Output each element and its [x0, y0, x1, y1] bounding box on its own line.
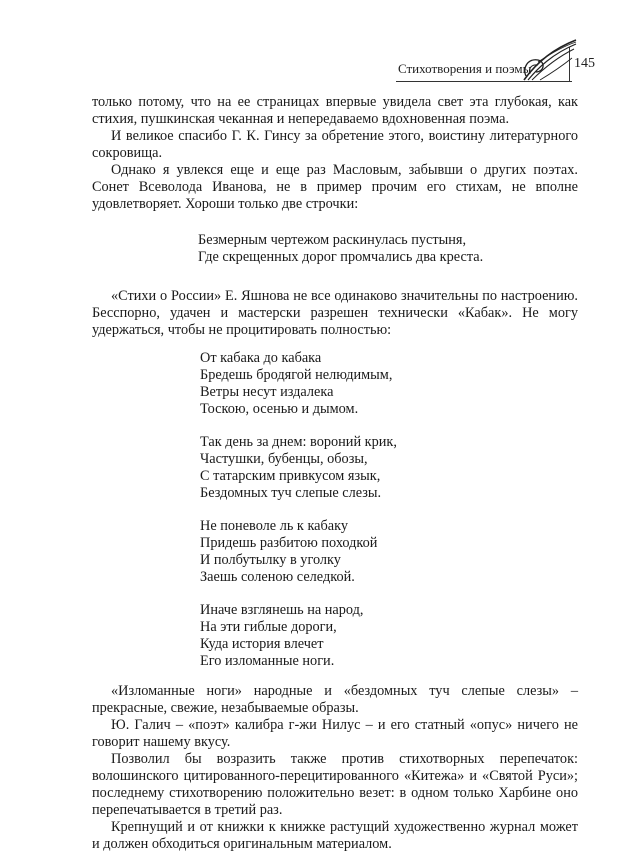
verse-line: Куда история влечет [200, 636, 324, 652]
page-body [92, 94, 578, 853]
verse-line: На эти гиблые дороги, [200, 619, 337, 635]
paragraph: И великое спасибо Г. К. Гинсу за обретение этого, воистину литературного сокровища. [92, 128, 578, 161]
verse-line: Бездомных туч слепые слезы. [200, 485, 382, 501]
verse-line: И полбутылку в уголку [200, 552, 341, 568]
swirl-ornament-icon [520, 36, 580, 84]
verse-line: С татарским привкусом язык, [200, 468, 381, 484]
verse-line: Так день за днем: вороний крик, [200, 434, 397, 450]
poem-stanza [200, 602, 578, 670]
paragraph: Ю. Галич – «поэт» калибра г-жи Нилус – и его статный «опус» ничего не говорит нашему вкусу. [92, 717, 578, 750]
running-title: Стихотворения и поэмы [398, 61, 532, 76]
verse-line: Тоскою, осенью и дымом. [200, 401, 359, 417]
paragraph: Крепнущий и от книжки к книжке растущий художественно журнал может и должен обходиться оригинальным материалом. [92, 819, 578, 852]
paragraph: Однако я увлекся еще и еще раз Масловым, забывши о других поэтах. Сонет Всеволода Иванова, не в пример прочим его стихам, не вполне удовлетворяет. Хороши только две строчки: [92, 162, 578, 212]
verse-line: Где скрещенных дорог промчались два креста. [198, 249, 484, 265]
verse-line: Безмерным чертежом раскинулась пустыня, [198, 232, 467, 248]
verse-quote [198, 232, 578, 266]
poem-stanza [200, 350, 578, 418]
verse-line: Не поневоле ль к кабаку [200, 518, 349, 534]
paragraph: Позволил бы возразить также против стихотворных перепечаток: волошинского цитированного-перецитированного «Китежа» и «Святой Руси»; последнему стихотворению положительно везет: в одном только Харбине оно перепечатывается в третий раз. [92, 751, 578, 818]
verse-line: Придешь разбитою походкой [200, 535, 378, 551]
page-number: 145 [574, 56, 595, 71]
paragraph: «Стихи о России» Е. Яшнова не все одинаково значительны по настроению. Бесспорно, удачен и мастерски разрешен технически «Кабак». Не могу удержаться, чтобы не процитировать полностью: [92, 288, 578, 338]
poem-kabak [200, 350, 578, 670]
verse-line: Частушки, бубенцы, обозы, [200, 451, 368, 467]
verse-line: Бредешь бродягой нелюдимым, [200, 367, 393, 383]
poem-stanza [200, 518, 578, 586]
verse-line: Ветры несут издалека [200, 384, 334, 400]
verse-line: Иначе взглянешь на народ, [200, 602, 364, 618]
page-header [0, 0, 628, 100]
poem-stanza [200, 434, 578, 502]
paragraph: «Изломанные ноги» народные и «бездомных туч слепые слезы» – прекрасные, свежие, незабываемые образы. [92, 683, 578, 716]
paragraph: только потому, что на ее страницах впервые увидела свет эта глубокая, как стихия, пушкинская чеканная и непередаваемо вдохновенная поэма. [92, 94, 578, 127]
verse-line: Заешь соленою селедкой. [200, 569, 355, 585]
verse-line: От кабака до кабака [200, 350, 322, 366]
verse-line: Его изломанные ноги. [200, 653, 335, 669]
